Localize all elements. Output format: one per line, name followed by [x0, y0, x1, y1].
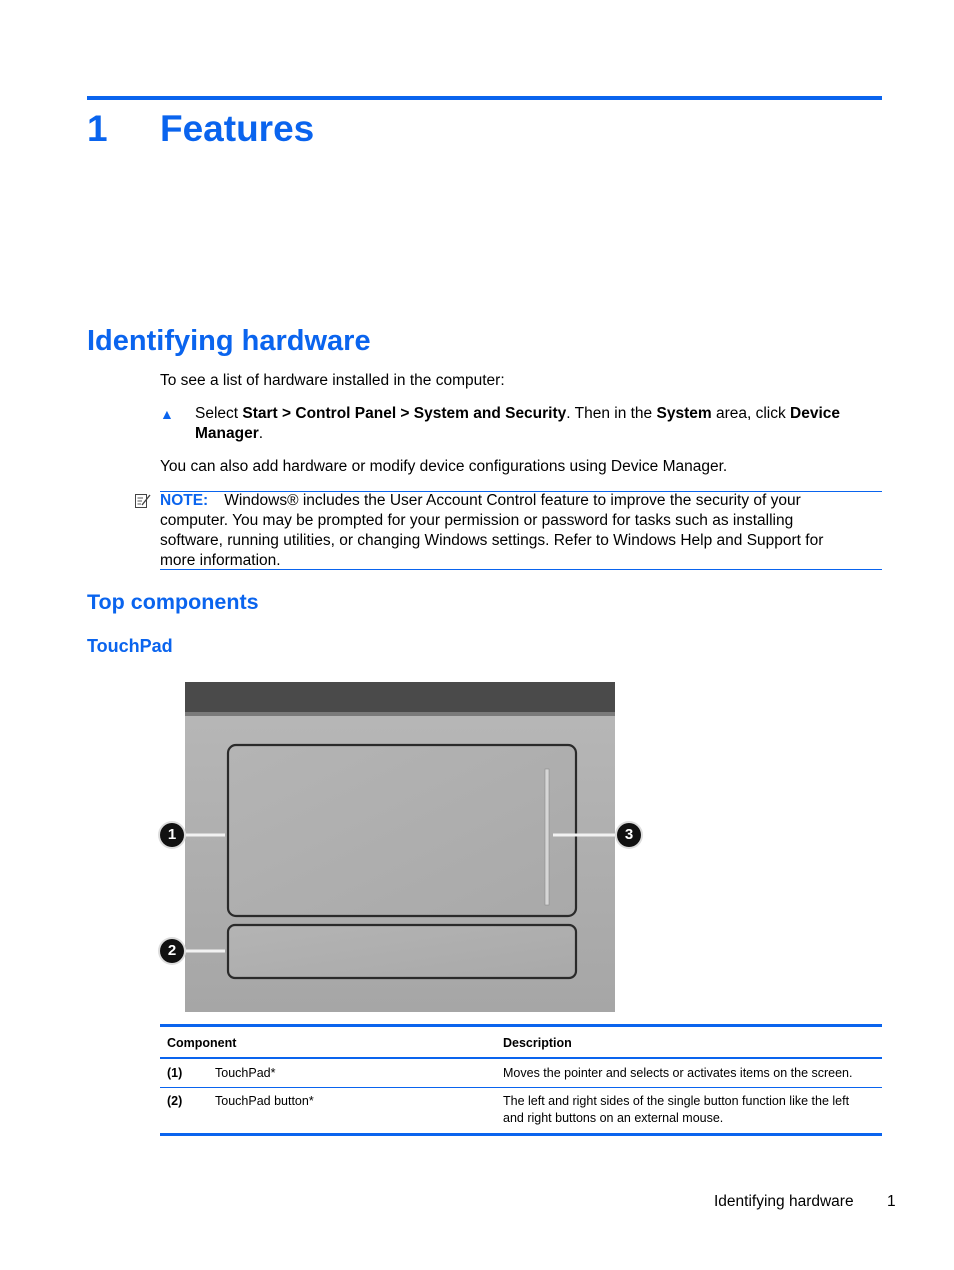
step-device: Device	[790, 405, 841, 422]
note-label: NOTE:	[160, 492, 209, 509]
step-system: System	[656, 405, 712, 422]
header-description: Description	[503, 1036, 572, 1050]
row-description: The left and right sides of the single button function like the left	[503, 1094, 850, 1108]
note-block	[160, 491, 882, 571]
callout-marker-3: 3	[617, 823, 641, 847]
note-line-3: software, running utilities, or changing Windows settings. Refer to Windows Help and Support for	[160, 532, 824, 549]
also-text: You can also add hardware or modify device configurations using Device Manager.	[160, 458, 728, 475]
step-manager: Manager	[195, 425, 259, 442]
row-number: (2)	[167, 1094, 183, 1108]
table-row	[160, 1088, 882, 1133]
page-number: 1	[887, 1193, 896, 1210]
callout-marker-2: 2	[160, 939, 184, 963]
step-period: .	[258, 425, 264, 442]
note-bottom-rule	[160, 569, 882, 570]
subsubsection-title: TouchPad	[87, 636, 173, 656]
table-header-row	[160, 1027, 882, 1057]
chapter-rule	[87, 96, 882, 100]
callout-marker-1: 1	[160, 823, 184, 847]
step-area: area, click	[711, 405, 791, 422]
note-line-1: Windows® includes the User Account Control feature to improve the security of your	[224, 492, 801, 509]
component-table	[160, 1024, 882, 1136]
footer-section: Identifying hardware	[714, 1193, 854, 1210]
row-number: (1)	[167, 1066, 183, 1080]
step-text	[195, 404, 885, 424]
chapter-number: 1	[87, 108, 108, 149]
table-bottom-rule	[160, 1133, 882, 1136]
touchpad-figure	[155, 676, 645, 1014]
table-row	[160, 1059, 882, 1087]
step-select: Select	[195, 405, 243, 422]
triangle-bullet-icon: ▲	[160, 406, 174, 422]
intro-text: To see a list of hardware installed in the computer:	[160, 372, 505, 389]
note-line-2: computer. You may be prompted for your permission or password for tasks such as installing	[160, 512, 794, 529]
subsection-title: Top components	[87, 590, 259, 614]
row-description-line2: and right buttons on an external mouse.	[503, 1111, 724, 1125]
section-title: Identifying hardware	[87, 325, 371, 357]
row-component: TouchPad*	[215, 1066, 276, 1080]
note-pad-icon	[134, 492, 152, 510]
row-component: TouchPad button*	[215, 1094, 314, 1108]
step-text-line2	[195, 424, 263, 444]
step-path: Start > Control Panel > System and Security	[242, 405, 567, 422]
chapter-heading	[87, 106, 314, 152]
header-component: Component	[167, 1036, 237, 1050]
chapter-title: Features	[160, 108, 315, 149]
row-description: Moves the pointer and selects or activates items on the screen.	[503, 1066, 853, 1080]
note-line-4: more information.	[160, 552, 281, 569]
step-then: . Then in the	[566, 405, 657, 422]
